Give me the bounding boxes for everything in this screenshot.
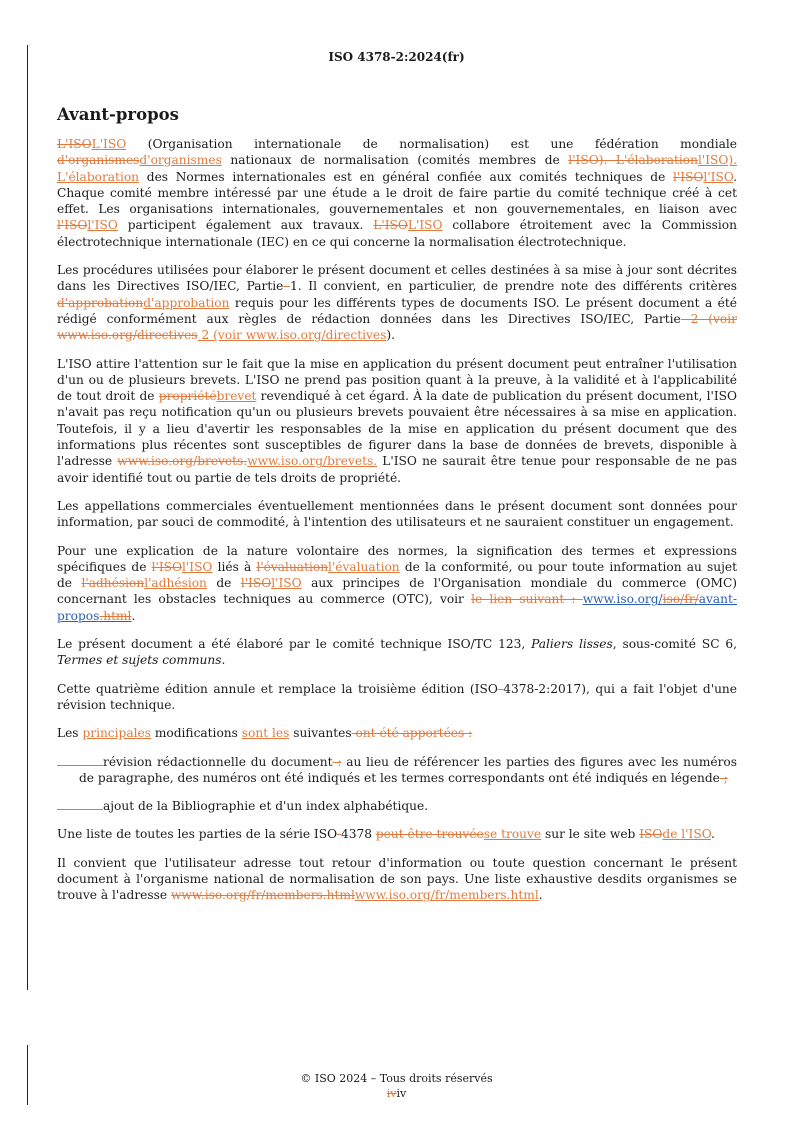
paragraph-changes-intro: Les principales modifications sont les suivantes ont été apportées : [57, 726, 473, 741]
paragraph-patents: L'ISO attire l'attention sur le fait que la mise en application du présent document peut entraîner l'utilisation d'un ou de plusieurs brevets. L'ISO ne prend pas position quant à la preuve, à la validité et à l'applicabilité de tout droit de propriétébrevet revendiqué à cet égard. À la date de publication du présent document, l'ISO n'avait pas reçu notification qu'un ou plusieurs brevets pouvaient être nécessaires à sa mise en application. Toutefois, il y a lieu d'avertir les responsables de la mise en application du présent document que des informations plus récentes sont susceptibles de figurer dans la base de données de brevets, disponible à l'adresse www.iso.org/brevets.www.iso.org/brevets. L'ISO ne saurait être tenue pour responsable de ne pas avoir identifié tout ou partie de tels droits de propriété. [57, 356, 737, 485]
list-dash [57, 756, 103, 766]
paragraph-committee: Le présent document a été élaboré par le comité technique ISO/TC 123, Paliers lisses, sous-comité SC 6, Termes et sujets communs. [57, 637, 738, 668]
paragraph-series: Une liste de toutes les parties de la série ISO 4378 peut être trouvéese trouve sur le site web ISOde l'ISO. [57, 827, 715, 842]
patents-link[interactable]: www.iso.org/brevets. [247, 454, 378, 469]
copyright-footer: © ISO 2024 – Tous droits réservés [300, 1072, 493, 1085]
paragraph-iso-intro: L'ISOL'ISO (Organisation internationale de normalisation) est une fédération mondiale d'organismesd'organismes nationaux de normalisation (comités membres de l'ISO). L'élaborationl'ISO). L'élaboration des Normes internationales est en général confiée aux comités techniques de l'ISOl'ISO. Chaque comité membre intéressé par une étude a le droit de faire partie du comité technique créé à cet effet. Les organisations internationales, gouvernementales et non gouvernementales, en liaison avec l'ISOl'ISO participent également aux travaux. L'ISOL'ISO collabore étroitement avec la Commission électrotechnique internationale (IEC) en ce qui concerne la normalisation électrotechnique. [57, 137, 737, 249]
paragraph-voluntary-nature: Pour une explication de la nature volontaire des normes, la signification des termes et expressions spécifiques de l'ISOl'ISO liés à l'évaluationl'évaluation de la conformité, ou pour toute information au sujet de l'adhésionl'adhésion de l'ISOl'ISO aux principes de l'Organisation mondiale du commerce (OMC) concernant les obstacles techniques au commerce (OTC), voir le lien suivant : www.iso.org/iso/fr/avant-propos.html. [57, 543, 738, 623]
page-number: iviv [386, 1087, 407, 1100]
members-link[interactable]: www.iso.org/fr/members.html [354, 888, 539, 903]
paragraph-edition: Cette quatrième édition annule et remplace la troisième édition (ISO 4378-2:2017), qui a fait l'objet d'une révision technique. [57, 681, 737, 712]
list-item: ajout de la Bibliographie et d'un index alphabétique. [57, 798, 737, 814]
list-dash [57, 800, 103, 810]
foreword-content [57, 105, 737, 916]
paragraph-feedback: Il convient que l'utilisateur adresse tout retour d'information ou toute question concernant le présent document à l'organisme national de normalisation de son pays. Une liste exhaustive desdits organismes se trouve à l'adresse www.iso.org/fr/members.htmlwww.iso.org/fr/members.html. [57, 855, 737, 903]
document-header: ISO 4378-2:2024(fr) [328, 50, 465, 64]
change-bar-top [27, 45, 28, 990]
paragraph-trade-names: Les appellations commerciales éventuellement mentionnées dans le présent document sont données pour information, par souci de commodité, à l'intention des utilisateurs et ne sauraient constituer un engagement. [57, 498, 737, 530]
foreword-link[interactable]: www.iso.org/iso/fr/avant-propos.html [57, 592, 737, 623]
page-title: Avant-propos [57, 105, 179, 124]
list-item: révision rédactionnelle du document : au lieu de référencer les parties des figures avec les numéros de paragraphe, des numéros ont été indiqués et les termes correspondants ont été indiqués en légende ; [57, 754, 737, 787]
paragraph-procedures: Les procédures utilisées pour élaborer le présent document et celles destinées à sa mise à jour sont décrites dans les Directives ISO/IEC, Partie 1. Il convient, en particulier, de prendre note des différents critères d'approbationd'approbation requis pour les différents types de documents ISO. Le présent document a été rédigé conformément aux règles de rédaction données dans les Directives ISO/IEC, Partie 2 (voir www.iso.org/directives 2 (voir www.iso.org/directives). [57, 263, 738, 343]
